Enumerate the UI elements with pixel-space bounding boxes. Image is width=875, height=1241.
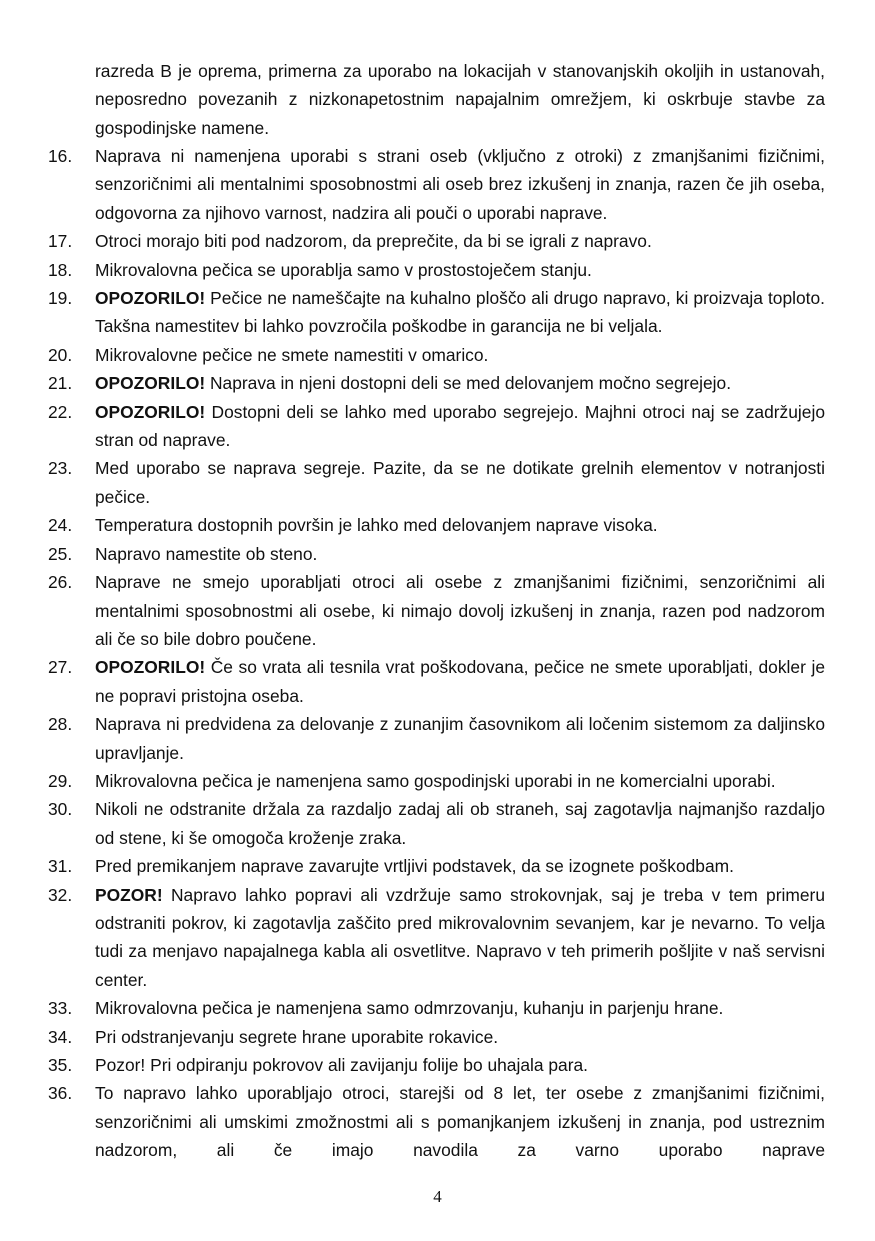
- list-item: [48, 369, 825, 397]
- list-item: [48, 767, 825, 795]
- list-item: [48, 511, 825, 539]
- list-item: [48, 1079, 825, 1164]
- list-item: [48, 568, 825, 653]
- page-number: 4: [433, 1187, 442, 1206]
- item-body: Napravo lahko popravi ali vzdržuje samo strokovnjak, saj je treba v tem primeru odstraniti pokrov, ki zagotavlja zaščito pred mikrovalovnim sevanjem, kar je nevarno. To velja tudi za menjavo napajalnega kabla ali osvetlitve. Napravo v teh primerih pošljite v naš servisni center.: [95, 884, 825, 990]
- item-text: [95, 568, 825, 653]
- item-number: 36.: [48, 1083, 73, 1104]
- item-text: [95, 994, 825, 1022]
- item-body: Temperatura dostopnih površin je lahko med delovanjem naprave visoka.: [95, 515, 658, 536]
- list-item: [48, 540, 825, 568]
- item-body: Mikrovalovna pečica se uporablja samo v prostostoječem stanju.: [95, 259, 592, 280]
- item-text: [95, 369, 825, 397]
- warning-label: OPOZORILO!: [95, 401, 206, 422]
- warning-label: OPOZORILO!: [95, 288, 206, 309]
- item-number: 24.: [48, 515, 73, 536]
- warning-label: POZOR!: [95, 884, 163, 905]
- item-body: Pozor! Pri odpiranju pokrovov ali zavijanju folije bo uhajala para.: [95, 1055, 589, 1075]
- item-number: 20.: [48, 344, 73, 365]
- item-body: Mikrovalovna pečica je namenjena samo odmrzovanju, kuhanju in parjenju hrane.: [95, 998, 724, 1019]
- item-body: Naprava ni namenjena uporabi s strani oseb (vključno z otroki) z zmanjšanimi fizičnimi, senzoričnimi ali mentalnimi sposobnostmi ali oseb brez izkušenj in znanja, razen če jih oseba, odgovorna za njihovo varnost, nadzira ali pouči o uporabi naprave.: [95, 146, 825, 223]
- item-body: Napravo namestite ob steno.: [95, 543, 318, 564]
- item-body: Nikoli ne odstranite držala za razdaljo zadaj ali ob straneh, saj zagotavlja najmanjšo razdaljo od stene, ki še omogoča kroženje zraka.: [95, 799, 825, 848]
- item-text: [95, 341, 825, 369]
- item-text: [95, 398, 825, 455]
- item-text: [95, 540, 825, 568]
- list-item: [48, 653, 825, 710]
- item-body: Pri odstranjevanju segrete hrane uporabite rokavice.: [95, 1026, 499, 1047]
- item-number: 29.: [48, 770, 73, 791]
- item-text: [95, 1051, 825, 1079]
- item-body: Dostopni deli se lahko med uporabo segrejejo. Majhni otroci naj se zadržujejo stran od naprave.: [95, 401, 825, 451]
- item-body: Naprave ne smejo uporabljati otroci ali osebe z zmanjšanimi fizičnimi, senzoričnimi ali mentalnimi sposobnostmi ali osebe, ki nimajo dovolj izkušenj in znanja, razen pod nadzorom ali če so bile dobro poučene.: [95, 572, 825, 649]
- item-number: 16.: [48, 146, 73, 166]
- safety-instructions-list: [48, 142, 825, 1165]
- item-body: Naprava in njeni dostopni deli se med delovanjem močno segrejejo.: [205, 373, 732, 394]
- item-text: [95, 653, 825, 710]
- item-body: To napravo lahko uporabljajo otroci, starejši od 8 let, ter osebe z zmanjšanimi fizičnimi, senzoričnimi ali umskimi zmožnostmi ali s pomanjkanjem izkušenj in znanja, pod ustreznim nadzorom, ali če imajo navodila za varno uporabo naprave: [95, 1083, 825, 1161]
- item-number: 33.: [48, 998, 73, 1019]
- item-text: [95, 852, 825, 880]
- item-body: Otroci morajo biti pod nadzorom, da preprečite, da bi se igrali z napravo.: [95, 231, 652, 252]
- list-item: [48, 795, 825, 852]
- item-number: 25.: [48, 543, 73, 564]
- item-text: [95, 511, 825, 539]
- item-number: 35.: [48, 1055, 73, 1075]
- item-body: Med uporabo se naprava segreje. Pazite, da se ne dotikate grelnih elementov v notranjosti pečice.: [95, 458, 825, 507]
- item-body: Pečice ne nameščajte na kuhalno ploščo ali drugo napravo, ki proizvaja toploto. Takšna namestitev bi lahko povzročila poškodbe in garancija ne bi veljala.: [95, 288, 825, 337]
- list-item: [48, 256, 825, 284]
- warning-label: OPOZORILO!: [95, 373, 206, 394]
- item-number: 22.: [48, 401, 73, 422]
- item-text: [95, 284, 825, 341]
- item-number: 32.: [48, 884, 73, 905]
- list-item: [48, 1023, 825, 1051]
- item-number: 21.: [48, 373, 73, 394]
- item-number: 18.: [48, 259, 73, 280]
- list-item: [48, 284, 825, 341]
- item-number: 23.: [48, 458, 73, 479]
- item-text: [95, 227, 825, 255]
- item-text: [95, 1023, 825, 1051]
- list-item: [48, 142, 825, 227]
- list-item: [48, 881, 825, 995]
- item-text: [95, 454, 825, 511]
- list-item: [48, 398, 825, 455]
- item-number: 30.: [48, 799, 73, 820]
- item-text: [95, 256, 825, 284]
- item-text: [95, 710, 825, 767]
- item-text: [95, 1079, 825, 1164]
- item-number: 19.: [48, 288, 73, 309]
- item-number: 28.: [48, 714, 73, 735]
- item-text: [95, 142, 825, 227]
- list-item: [48, 994, 825, 1022]
- item-body: Pred premikanjem naprave zavarujte vrtljivi podstavek, da se izognete poškodbam.: [95, 856, 734, 877]
- continued-paragraph: razreda B je oprema, primerna za uporabo na lokacijah v stanovanjskih okoljih in ustanovah, neposredno povezanih z nizkonapetostnim napajalnim omrežjem, ki oskrbuje stavbe za gospodinjske namene.: [95, 61, 825, 138]
- item-body: Naprava ni predvidena za delovanje z zunanjim časovnikom ali ločenim sistemom za daljinsko upravljanje.: [95, 714, 825, 763]
- item-body: Če so vrata ali tesnila vrat poškodovana, pečice ne smete uporabljati, dokler je ne popravi pristojna oseba.: [95, 657, 825, 706]
- item-number: 26.: [48, 572, 73, 593]
- item-body: Mikrovalovna pečica je namenjena samo gospodinjski uporabi in ne komercialni uporabi.: [95, 770, 776, 791]
- list-item: [48, 341, 825, 369]
- list-item: [48, 227, 825, 255]
- list-item: [48, 852, 825, 880]
- item-body: Mikrovalovne pečice ne smete namestiti v omarico.: [95, 344, 489, 365]
- list-item: [48, 454, 825, 511]
- item-number: 27.: [48, 657, 73, 678]
- list-item: [48, 710, 825, 767]
- item-text: [95, 767, 825, 795]
- item-text: [95, 795, 825, 852]
- item-text: [95, 881, 825, 995]
- list-item: [48, 1051, 825, 1079]
- item-number: 31.: [48, 856, 73, 877]
- warning-label: OPOZORILO!: [95, 657, 206, 678]
- item-number: 34.: [48, 1026, 73, 1047]
- item-number: 17.: [48, 231, 73, 252]
